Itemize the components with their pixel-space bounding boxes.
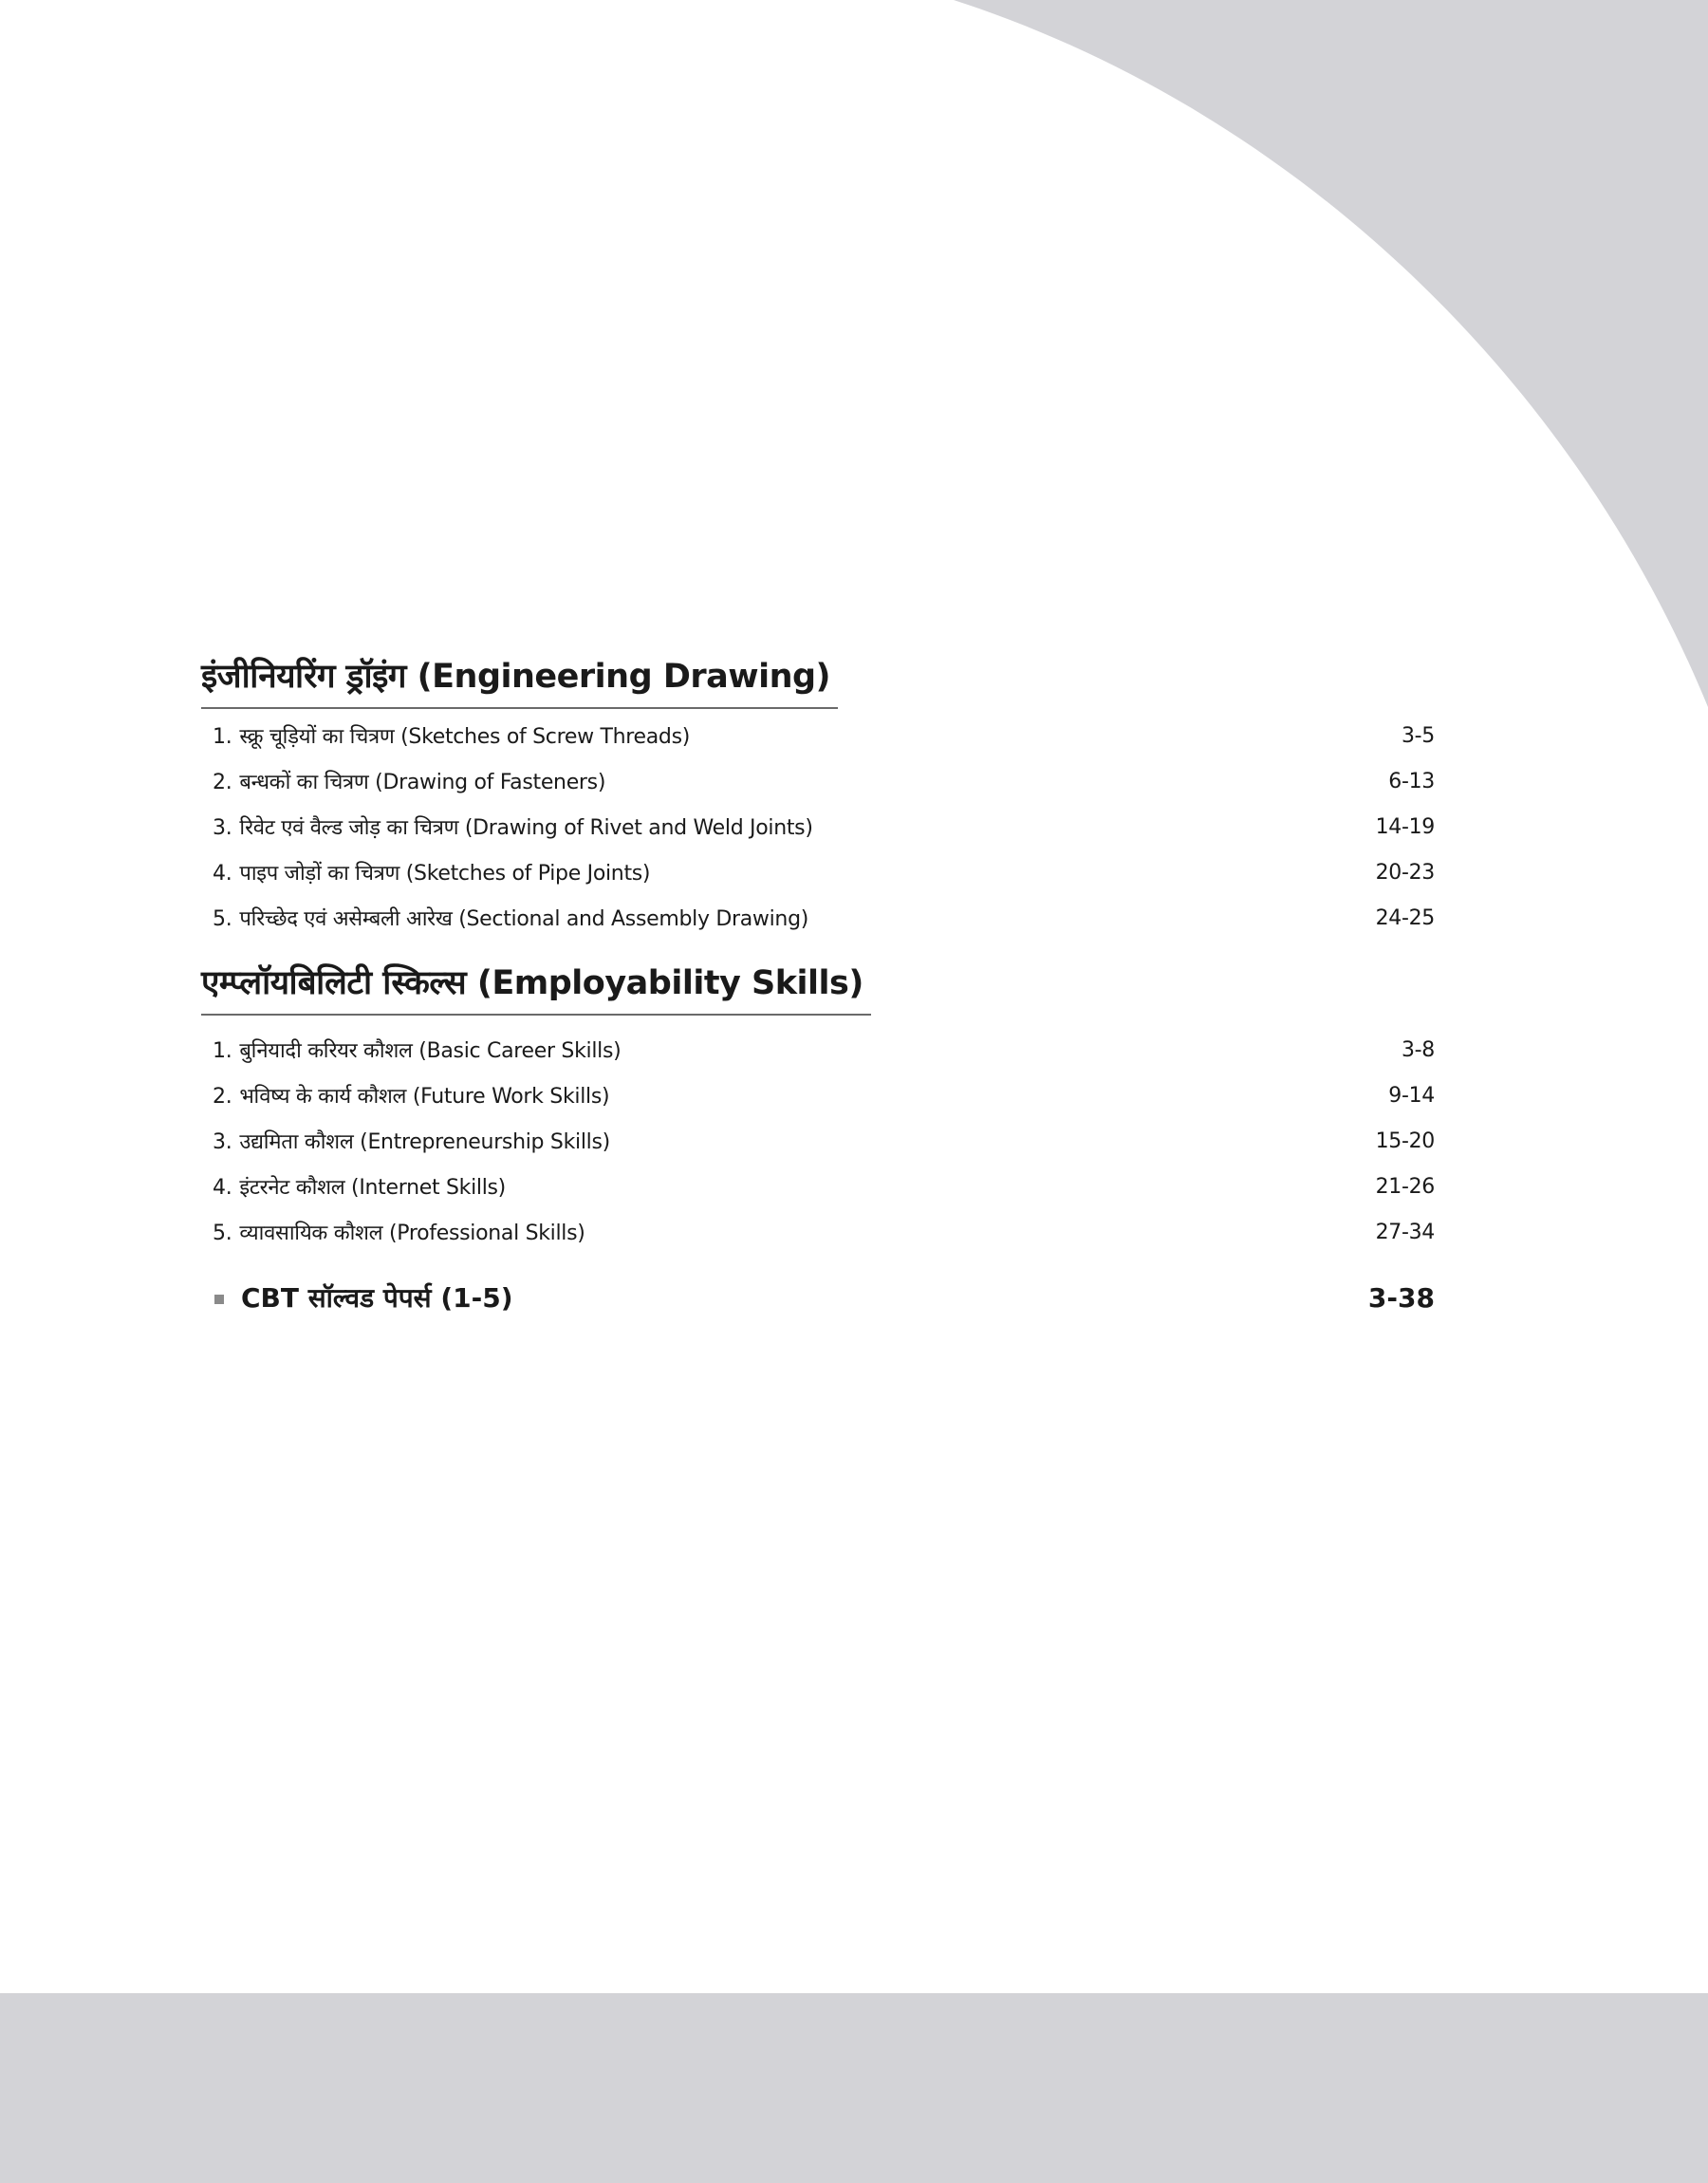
section-heading: इंजीनियरिंग ड्रॉइंग (Engineering Drawing): [201, 650, 838, 709]
item-number: 2.: [213, 771, 232, 794]
item-number: 5.: [213, 1222, 232, 1245]
item-pages: 21-26: [1375, 1174, 1435, 1199]
section-employability-skills: [201, 957, 1435, 1255]
item-number: 1.: [213, 1039, 232, 1063]
toc-item[interactable]: [201, 1118, 1435, 1164]
item-title: इंटरनेट कौशल (Internet Skills): [239, 1176, 506, 1200]
square-bullet-icon: [214, 1295, 224, 1304]
item-title: स्क्रू चूड़ियों का चित्रण (Sketches of Screw Threads): [239, 725, 691, 749]
item-pages: 6-13: [1388, 769, 1435, 793]
item-number: 2.: [213, 1085, 232, 1109]
item-number: 3.: [213, 1130, 232, 1154]
toc-item[interactable]: [201, 804, 1435, 849]
item-title: बुनियादी करियर कौशल (Basic Career Skills): [239, 1039, 622, 1063]
bottom-band: [0, 1993, 1708, 2183]
item-title: भविष्य के कार्य कौशल (Future Work Skills): [239, 1085, 610, 1109]
item-title: बन्धकों का चित्रण (Drawing of Fasteners): [239, 771, 606, 794]
item-pages: 9-14: [1388, 1083, 1435, 1108]
item-number: 1.: [213, 725, 232, 749]
toc-item[interactable]: [201, 1027, 1435, 1073]
item-pages: 24-25: [1375, 905, 1435, 930]
cbt-label: CBT सॉल्वड पेपर्स (1-5): [241, 1282, 513, 1314]
item-number: 5.: [213, 907, 232, 931]
item-number: 4.: [213, 862, 232, 886]
toc-item[interactable]: [201, 758, 1435, 804]
item-pages: 15-20: [1375, 1129, 1435, 1153]
cbt-pages: 3-38: [1367, 1281, 1435, 1314]
item-pages: 27-34: [1375, 1220, 1435, 1244]
item-title: व्यावसायिक कौशल (Professional Skills): [239, 1222, 585, 1245]
item-number: 3.: [213, 816, 232, 840]
item-title: रिवेट एवं वैल्ड जोड़ का चित्रण (Drawing of Rivet and Weld Joints): [239, 816, 813, 840]
toc-item[interactable]: [201, 713, 1435, 758]
item-number: 4.: [213, 1176, 232, 1200]
cbt-solved-papers-entry[interactable]: [214, 1279, 1435, 1315]
toc-item[interactable]: [201, 1073, 1435, 1118]
item-pages: 20-23: [1375, 860, 1435, 885]
item-pages: 3-5: [1401, 723, 1435, 748]
section-heading: एम्प्लॉयबिलिटी स्किल्स (Employability Skills): [201, 957, 871, 1016]
toc-list: [201, 713, 1435, 941]
item-title: उद्यमिता कौशल (Entrepreneurship Skills): [239, 1130, 610, 1154]
item-title: पाइप जोड़ों का चित्रण (Sketches of Pipe Joints): [239, 862, 651, 886]
toc-item[interactable]: [201, 895, 1435, 941]
toc-list: [201, 1027, 1435, 1255]
item-pages: 14-19: [1375, 814, 1435, 839]
toc-item[interactable]: [201, 1164, 1435, 1209]
item-title: परिच्छेद एवं असेम्बली आरेख (Sectional and Assembly Drawing): [239, 907, 809, 931]
item-pages: 3-8: [1401, 1037, 1435, 1062]
toc-item[interactable]: [201, 1209, 1435, 1255]
section-engineering-drawing: [201, 650, 1435, 941]
toc-item[interactable]: [201, 849, 1435, 895]
